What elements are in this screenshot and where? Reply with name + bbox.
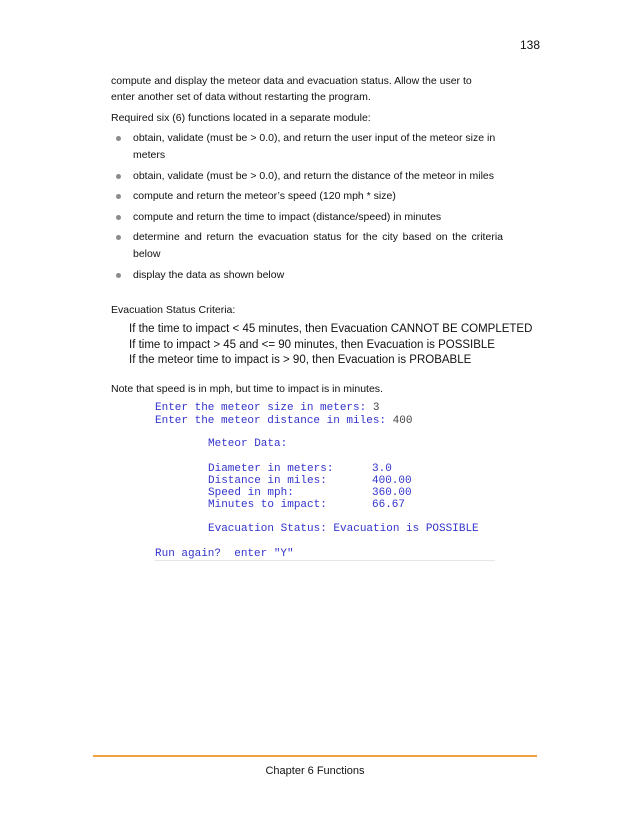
list-item (111, 267, 511, 284)
list-item-text: below (133, 248, 161, 260)
intro-line: compute and display the meteor data and evacuation status. Allow the user to (111, 75, 472, 87)
list-item-text: compute and return the meteor’s speed (120 mph * size) (133, 190, 396, 202)
bullet-icon (116, 194, 121, 199)
size-value: 3 (372, 402, 380, 414)
list-item-text: display the data as shown below (133, 268, 285, 281)
distance-value: 400 (392, 415, 413, 427)
list-item (111, 130, 511, 164)
bullet-icon (116, 235, 121, 240)
footer-divider (93, 755, 537, 757)
size-prompt: Enter the meteor size in meters: (155, 402, 373, 414)
bullet-icon (116, 273, 121, 278)
list-item-text: determine and return the evacuation status for the city based on the criteria (133, 231, 503, 243)
diameter-label: Diameter in meters: (208, 463, 334, 475)
speed-label: Speed in mph: (208, 487, 294, 499)
requirements-heading: Required six (6) functions located in a separate module: (111, 112, 371, 124)
list-item (111, 209, 511, 226)
criteria-line: If the meteor time to impact is > 90, then Evacuation is PROBABLE (129, 354, 472, 366)
evacuation-status: Evacuation Status: Evacuation is POSSIBLE (208, 523, 479, 535)
meteor-data-title: Meteor Data: (208, 438, 288, 450)
intro-paragraph (111, 74, 511, 105)
speed-value: 360.00 (372, 487, 412, 499)
distance-label: Distance in miles: (208, 475, 327, 487)
note-text: Note that speed is in mph, but time to impact is in minutes. (111, 383, 383, 395)
intro-line: enter another set of data without restarting the program. (111, 90, 371, 103)
distance-prompt-line (155, 415, 412, 427)
list-item-text: compute and return the time to impact (distance/speed) in minutes (133, 210, 442, 223)
list-item-text: obtain, validate (must be > 0.0), and return the user input of the meteor size in (133, 132, 496, 144)
size-prompt-line (155, 402, 379, 414)
bullet-icon (116, 215, 121, 220)
criteria-line: If time to impact > 45 and <= 90 minutes, then Evacuation is POSSIBLE (129, 338, 495, 351)
minutes-value: 66.67 (372, 499, 406, 511)
page-number: 138 (519, 38, 540, 52)
minutes-label: Minutes to impact: (208, 499, 327, 511)
bullet-icon (116, 174, 121, 179)
distance-prompt: Enter the meteor distance in miles: (155, 415, 393, 427)
list-item (111, 229, 511, 263)
chapter-footer: Chapter 6 Functions (265, 765, 365, 777)
function-list (111, 130, 511, 287)
list-item-text: meters (133, 149, 166, 161)
diameter-value: 3.0 (372, 463, 392, 475)
list-item-text: obtain, validate (must be > 0.0), and return the distance of the meteor in miles (133, 169, 494, 182)
run-again-prompt: Run again? enter "Y" (155, 548, 294, 560)
distance-result: 400.00 (372, 475, 412, 487)
bullet-icon (116, 136, 121, 141)
list-item (111, 188, 511, 205)
criteria-list (129, 322, 532, 369)
criteria-title: Evacuation Status Criteria: (111, 304, 236, 316)
criteria-line: If the time to impact < 45 minutes, then Evacuation CANNOT BE COMPLETED (129, 323, 533, 335)
list-item (111, 168, 511, 185)
console-output (155, 402, 495, 561)
